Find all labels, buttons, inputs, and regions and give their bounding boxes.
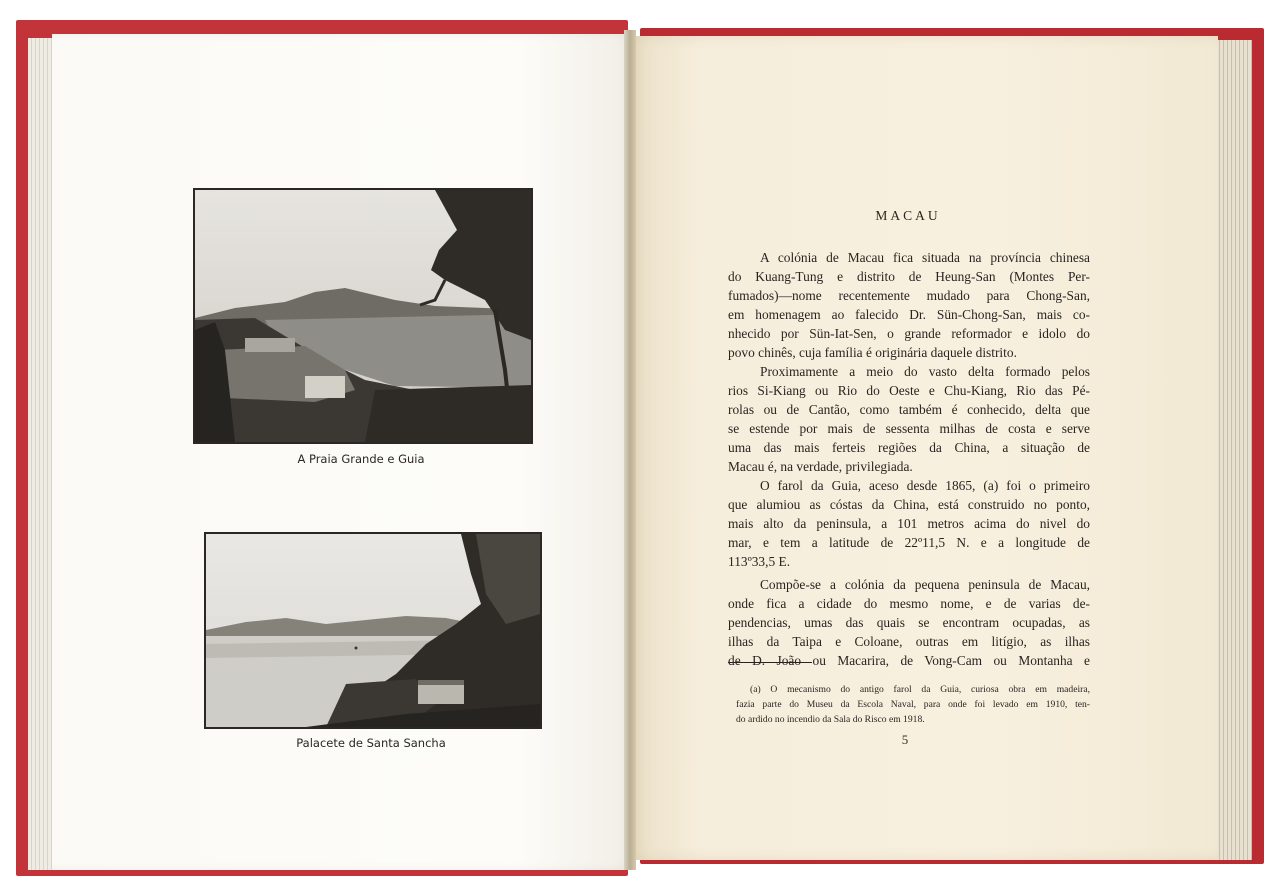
footnote-divider (728, 662, 812, 663)
photo-praia-grande (193, 188, 533, 444)
text-line: pendencias, umas das quais se encontram ocupadas, as (728, 615, 1090, 630)
photo-santa-sancha (204, 532, 542, 729)
text-line: Compõe-se a colónia da pequena peninsula de Macau, (760, 577, 1090, 592)
footnote-line: fazia parte do Museu da Escola Naval, para onde foi levado em 1910, ten- (736, 699, 1090, 710)
chapter-title: MACAU (875, 208, 941, 223)
text-line: mar, e tem a latitude de 22º11,5 N. e a longitude de (728, 535, 1090, 550)
text-line: ilhas da Taipa e Coloane, outras em litígio, as ilhas (728, 634, 1090, 649)
photo-caption: Palacete de Santa Sancha (296, 736, 446, 750)
page-edges-right (1212, 40, 1252, 860)
text-line: O farol da Guia, aceso desde 1865, (a) foi o primeiro (760, 478, 1090, 493)
text-line: se estende por mais de sessenta milhas de costa e serve (728, 421, 1090, 436)
text-line: fumados)—nome recentemente mudado para Chong-San, (728, 288, 1090, 303)
text-line: rolas ou de Cantão, como também é conhecido, delta que (728, 402, 1090, 417)
text-line: em homenagem ao falecido Dr. Sün-Chong-San, mais co- (728, 307, 1090, 322)
text-line: nhecido por Sün-Iat-Sen, o grande reformador e idolo do (728, 326, 1090, 341)
text-line: que alumiou as cóstas da China, está construido no ponto, (728, 497, 1090, 512)
text-line: rios Si-Kiang ou Rio do Oeste e Chu-Kiang, Rio das Pé- (728, 383, 1090, 398)
text-line: Proximamente a meio do vasto delta formado pelos (760, 364, 1090, 379)
text-line: mais alto da peninsula, a 101 metros acima do nivel do (728, 516, 1090, 531)
text-line: povo chinês, cuja família é originária daquele distrito. (728, 345, 1017, 360)
body-text (728, 248, 1090, 670)
text-line: uma das mais ferteis regiões da China, a situação de (728, 440, 1090, 455)
book-gutter (624, 30, 636, 870)
photo-caption: A Praia Grande e Guia (297, 452, 425, 466)
page-number: 5 (901, 732, 909, 747)
footnote (736, 682, 1090, 727)
text-line: 113º33,5 E. (728, 554, 791, 569)
text-line: onde fica a cidade do mesmo nome, e de varias de- (728, 596, 1090, 611)
footnote-line: do ardido no incendio da Sala do Risco em 1918. (736, 714, 925, 725)
text-line: do Kuang-Tung e distrito de Heung-San (Montes Per- (728, 269, 1090, 284)
text-line: A colónia de Macau fica situada na província chinesa (760, 250, 1090, 265)
text-line: de D. João ou Macarira, de Vong-Cam ou Montanha e (728, 653, 1090, 668)
text-line: Macau é, na verdade, privilegiada. (728, 459, 913, 474)
footnote-line: (a) O mecanismo do antigo farol da Guia, curiosa obra em madeira, (750, 684, 1090, 695)
